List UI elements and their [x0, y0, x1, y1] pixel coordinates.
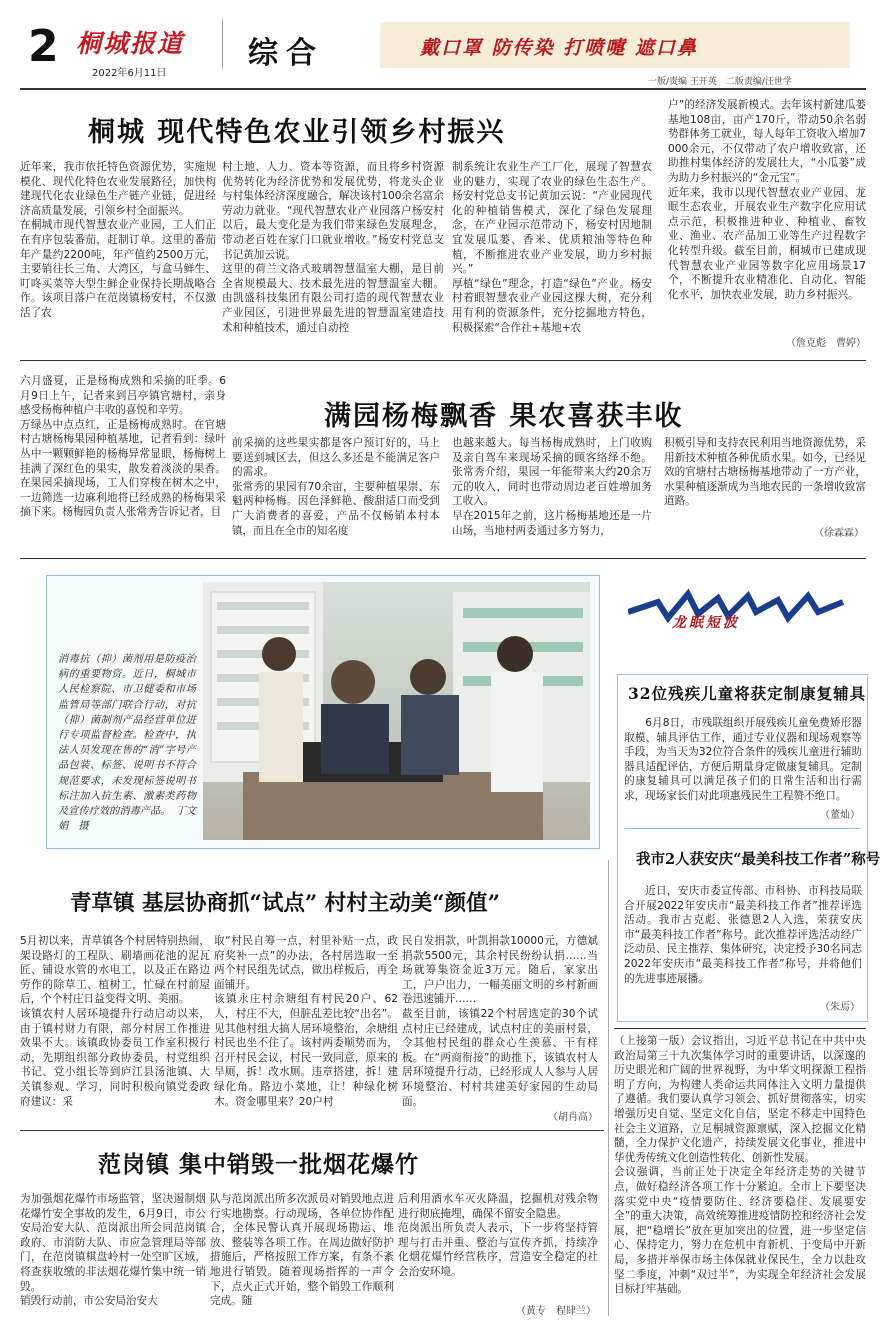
article2-byline: （徐霖霖）: [814, 528, 864, 539]
article1-col2: 村土地、人力、资本等资源，而且将乡村资源优势转化为经济优势和发展优势，将龙头企业与村集体经济深度融合，解决该村100余名富余劳动力就业。“现代智慧农业产业园落户杨安村以后，最大变化是为我们带来绿色发展理念，带动老百姓在家门口就业增收。”杨安村党总支书记黄加云说。 这里的荷兰文洛式玻璃智慧温室大棚，是目前全省规模最大、技术最先进的智慧温室大棚。由凯盛科技集团有限公司打造的现代智慧农业产业园区，引进世界最先进的智慧温室建造技术和种植技术，通过自动控: [222, 161, 444, 334]
vertical-divider: [608, 860, 609, 1316]
continued-article: （上接第一版）会议指出，习近平总书记在中共中央政治局第三十九次集体学习时的重要讲话，以深邃的历史眼光和广阔的世界视野，为中华文明探源工程指明了方向，为构建人类命运共同体注入文明力量提供了遵循。我们要认真学习领会、抓好贯彻落实，切实增强历史自觉、坚定文化自信，坚定不移走中国特色社会主义道路，立足桐城资源禀赋，深入挖掘文化精髓，全力保护文化遗产，持续发展文化事业，推进中华优秀传统文化创造性转化、创新性发展。 会议强调，当前正处于决定全年经济走势的关键节点，做好稳经济各项工作十分紧迫。全市上下要坚决落实党中央“疫情要防住、经济要稳住、发展要安全”的重大决策，高效统筹推进疫情防控和经济社会发展，把“稳增长”放在更加突出的位置，进一步坚定信心、保持定力，努力在危机中育新机、于变局中开新局，多措并举保市场主体保就业保民生，全力以赴攻坚二季度，冲刺“双过半”，为实现全年经济社会发展目标打牢基础。: [614, 1035, 866, 1296]
article1-title: 桐城 现代特色农业引领乡村振兴: [88, 117, 506, 148]
photo-caption: 消毒抗（抑）菌剂用是防疫治病的重要物资。近日，桐城市人民检察院、市卫健委和市场监管局等部门联合行动，对抗（抑）菌制剂产品经营单位进行专项监督检查。检查中，执法人员发现在售的“消”字号产品包装、标签、说明书不符合规范要求，未发现标签说明书标注加入抗生素、激素类药物及宣传疗效的消毒产品。 丁文娟 摄: [58, 654, 196, 833]
short-news-separator: [624, 828, 860, 829]
short-news-item1-body: 6月8日，市残联组织开展残疾儿童免费矫形器取模、辅具评估工作，通过专业仪器和现场观察等手段，为当天为32位符合条件的残疾儿童进行辅助器具适配评估，方便后期量身定做康复辅具。定制的康复辅具可以满足孩子们的日常生活和出行需求，现场家长们对此项惠残民生工程赞不绝口。: [624, 717, 862, 802]
article2-col2: 前采摘的这些果实都是客户预订好的，马上要送到城区去，但这么多还是不能满足客户的需求。 张常秀的果园有70余亩，主要种植果崇、东魁两种杨梅。因色泽鲜艳、酸甜适口而受到广大消费者的喜爱，产品不仅畅销本村本镇，而且在全市的知名度: [232, 437, 440, 537]
article1-col3: 制系统让农业生产工厂化，展现了智慧农业的魅力，实现了农业的绿色生态生产。杨安村党总支书记黄加云说：“产业园现代化的种植销售模式，深化了绿色发展理念，在产业园示范带动下，杨安村因地制宜发展瓜蒌、香米、优质粮油等特色种植，不断推进农业产业发展，助力乡村振兴。” 厚植“绿色”理念，打造“绿色”产业。杨安村着眼智慧农业产业园这棵大树，充分利用有利的资源条件，充分挖掘地方特色，积极探索“合作社+基地+农: [452, 161, 652, 334]
divider-3: [20, 1130, 604, 1131]
article3-title: 青草镇 基层协商抓“试点” 村村主动美“颜值”: [70, 891, 500, 916]
short-news-logo-graphic: [628, 588, 858, 632]
short-news-item1-byline: （董灿）: [820, 810, 860, 821]
article2-col1: 六月盛夏，正是杨梅成熟和采摘的旺季。6月9日上午，记者来到吕亭镇官塘村，亲身感受杨梅种植户丰收的喜悦和辛劳。 万绿丛中点点红，正是杨梅成熟时。在官塘村古塘杨梅果园种植基地，记者看到：绿叶丛中一颗颗鲜艳的杨梅异常显眼，杨梅树上挂满了深红色的果实，散发着淡淡的果香。在果园采摘现场，工人们穿梭在树木之中，一边筛选一边麻利地将已经成熟的杨梅果采摘下来。杨梅园负责人张常秀告诉记者，目: [20, 375, 226, 519]
article4-col2: 队与范岗派出所多次派员对销毁地点进行实地勘察。行动现场，各单位协作配合，全体民警认真开展现场勘运、堆放、整装等各项工作。在周边做好防护措施后，严格按照工作方案，有条不紊地进行销毁。随着现场指挥的一声令下，点火正式开始，整个销毁工作顺利完成。随: [210, 1193, 394, 1308]
short-news-item1-title: 32位残疾儿童将获定制康复辅具: [628, 684, 867, 703]
short-news-logo: [628, 588, 858, 632]
short-news-logo-text: 龙眠短波: [672, 615, 740, 631]
article1-col1: 近年来，我市依托特色资源优势，实施规模化、现代化特色农业发展路径，加快构建现代化农业绿色生产链产业链，促进经济高质量发展，引领乡村全面振兴。 在桐城市现代智慧农业产业园，工人们正在有序包装番茄，赶制订单。这里的番茄年产量约2200吨，年产值约2500万元，主要销往长三角、大湾区，与盒马鲜生、叮咚买菜等大型生鲜企业保持长期战略合作。该项目落户在范岗镇杨安村，不仅激活了农: [20, 161, 216, 319]
section-label: 综合: [248, 36, 324, 71]
page-number: 2: [28, 21, 59, 72]
article2-col4: 积极引导和支持农民利用当地资源优势，采用新技术种植各种优质水果。如今，已经见效的官塘村古塘杨梅基地带动了一方产业，水果种植逐渐成为当地农民的一条增收致富道路。: [664, 437, 866, 508]
issue-date: 2022年6月11日: [92, 68, 167, 79]
divider-continued: [614, 1028, 866, 1029]
article3-byline: （胡肖高）: [548, 1112, 598, 1123]
photo-illustration: [203, 582, 590, 840]
short-news-item2-byline: （朱焉）: [820, 1002, 860, 1013]
short-news-item2-title: 我市2人获安庆“最美科技工作者”称号: [636, 851, 881, 868]
inspection-photo: [203, 582, 590, 840]
article2-title: 满园杨梅飘香 果农喜获丰收: [324, 401, 684, 432]
slogan-text: 戴口罩 防传染 打喷嚏 遮口鼻: [420, 37, 698, 59]
article4-title: 范岗镇 集中销毁一批烟花爆竹: [98, 1151, 420, 1178]
article3-col1: 5月初以来，青草镇各个村居特别热闹，架设路灯的工程队、刷墙画花池的泥瓦匠、铺设水管的水电工，以及正在路边劳作的除草工、植树工，忙碌在村前屋后，个个村庄日益变得文明、美丽。 该镇农村人居环境提升行动启动以来，由于镇村财力有限，部分村居工作推进效果不大。该镇政协委员工作室积极行动，先期组织部分政协委员，村党组织书记、党小组长等到庐江县汤池镇、大关镇参观、学习，同时积极向镇党委政府建议：采: [20, 935, 210, 1108]
divider-2: [20, 558, 866, 559]
article4-byline: （黄专 程肆兰）: [516, 1306, 596, 1317]
article3-col3: 民自发捐款，叶凯捐款10000元，方德斌捐款5500元，其余村民纷纷认捐……当场就筹集资金近3万元。随后，家家出工，户户出力，一幅美丽文明的乡村新画卷迅速铺开…… 截至目前，该镇22个村居选定的30个试点村庄已经建成，试点村庄的美丽村景，令其他村民组的群众心生羡慕、干有样板。在“两商衔接”的助推下，该镇农村人居环境提升行动，已经形成人人参与人居环境整治、村村共建美好家园的生动局面。: [402, 935, 598, 1108]
paper-name: 桐城报道: [76, 29, 185, 58]
article4-col3: 后利用酒水车灭火降温，挖掘机对残余物进行彻底掩埋，确保不留安全隐患。 范岗派出所负责人表示，下一步将坚持管理与打击并重、整治与宣传齐抓，持续净化烟花爆竹经营秩序，营造安全稳定的社会治安环境。: [398, 1193, 598, 1278]
divider-1: [20, 360, 866, 361]
article1-byline: （詹克彪 曹婷）: [786, 338, 866, 349]
masthead-rule: [20, 88, 866, 90]
short-news-item2-body: 近日，安庆市委宣传部、市科协、市科技局联合开展2022年安庆市“最美科技工作者”推荐评选活动。我市古克彪、张德恩2人入选，荣获安庆市“最美科技工作者”称号。此次推荐评选活动经广泛动员、民主推荐、集体研究，决定授予30名同志2022年安庆市“最美科技工作者”称号，并将他们的先进事迹展播。: [624, 885, 862, 985]
editors-line: 一版/责编 王开英 二版责编/汪世学: [648, 77, 792, 87]
masthead: [0, 0, 887, 90]
article2-col3: 也越来越大。每当杨梅成熟时，上门收购及亲自驾车来现场采摘的顾客络绎不绝。张常秀介绍，果园一年能带来大约20余万元的收入，同时也带动周边老百姓增加务工收入。 早在2015年之前，这片杨梅基地还是一片山场，当地村两委通过多方努力，: [452, 437, 652, 537]
article1-col4: 户”的经济发展新模式。去年该村新建瓜蒌基地108亩，亩产170斤，带动50余名弱势群体务工就业，每人每年工资收入增加7000余元，不仅带动了农户增收致富，还助推村集体经济的发展壮大，“小瓜蒌”成为助力乡村振兴的“金元宝”。 近年来，我市以现代智慧农业产业园、龙眠生态农业，开展农业生产数字化应用试点示范，积极推进种业、种植业、畜牧业、渔业、农产品加工业等生产过程数字化转型升级。截至目前，桐城市已建成现代智慧农业产业园等数字化应用场景17个，不断提升农业精准化、自动化、智能化水平，加快农业发展，助力乡村振兴。: [668, 99, 866, 301]
article3-col2: 取“村民自筹一点，村里补贴一点，政府奖补一点”的办法，各村居选取一至两个村民组先试点，做出样板后，再全面铺开。 该镇永庄村余塘组有村民20户、62人，村庄不大，但脏乱差比较“出名”。见其他村组大搞人居环境整治，余塘组村民也坐不住了。该村两委顺势而为，召开村民会议，村民一致同意，原来的旱厕，拆！改水厕。违章搭建，拆！建绿化角。路边小菜地，让！种绿化树木。资金哪里来？20户村: [214, 935, 398, 1108]
article4-col1: 为加强烟花爆竹市场监管，坚决遏制烟花爆竹安全事故的发生，6月9日，市公安局治安大队、范岗派出所会同范岗镇政府、市消防大队、市应急管理局等部门，在范岗镇棋盘岭村一处空旷区域，将查获收缴的非法烟花爆竹集中统一销毁。 销毁行动前，市公安局治安大: [20, 1193, 206, 1308]
